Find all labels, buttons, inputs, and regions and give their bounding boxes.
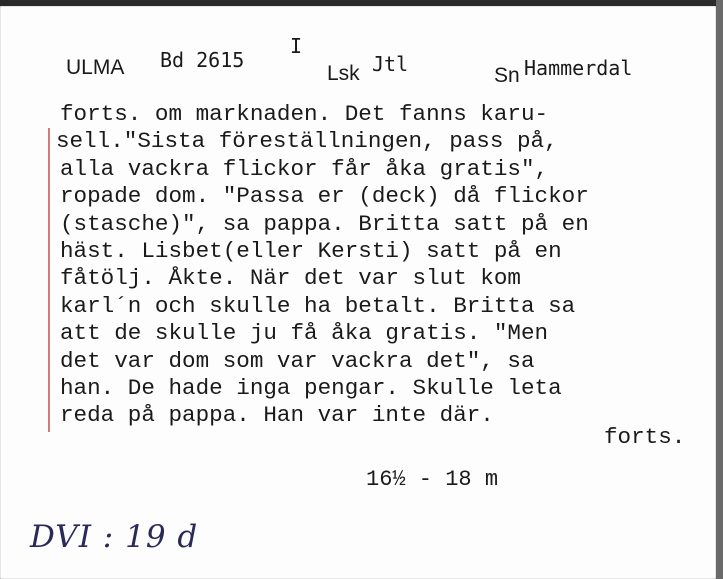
text-line: han. De hade inga pengar. Skulle leta [60, 374, 562, 401]
text-line: sell."Sista föreställningen, pass på, [56, 128, 558, 155]
archive-label: ULMA [66, 56, 125, 79]
lsk-value: Jtl [372, 52, 409, 76]
margin-rule [48, 128, 50, 432]
text-line: det var dom som var vackra det", sa [60, 347, 535, 374]
continuation-note: forts. [604, 424, 686, 450]
text-line: häst. Lisbet(eller Kersti) satt på en [60, 237, 562, 264]
text-line: alla vackra flickor får åka gratis", [60, 155, 549, 182]
bd-reference: Bd 2615 [160, 48, 245, 72]
sn-value: Hammerdal [524, 56, 633, 80]
sn-label: Sn [494, 64, 520, 87]
handwritten-reference: DVI : 19 d [30, 519, 199, 555]
transcript-text [56, 101, 710, 430]
text-line: att de skulle ju få åka gratis. "Men [60, 320, 549, 347]
measurement-note: 16½ - 18 m [366, 467, 499, 492]
text-line: (stasche)", sa pappa. Britta satt på en [60, 210, 589, 237]
roman-numeral: I [290, 34, 303, 58]
text-line: reda på pappa. Han var inte där. [60, 402, 494, 429]
text-line: forts. om marknaden. Det fanns karu- [60, 101, 549, 127]
text-line: ropade dom. "Passa er (deck) då flickor [60, 183, 589, 210]
lsk-label: Lsk [327, 62, 360, 85]
text-line: fåtölj. Åkte. När det var slut kom [60, 265, 521, 292]
text-line: karl´n och skulle ha betalt. Britta sa [60, 292, 576, 319]
scan-right-edge [716, 0, 723, 579]
